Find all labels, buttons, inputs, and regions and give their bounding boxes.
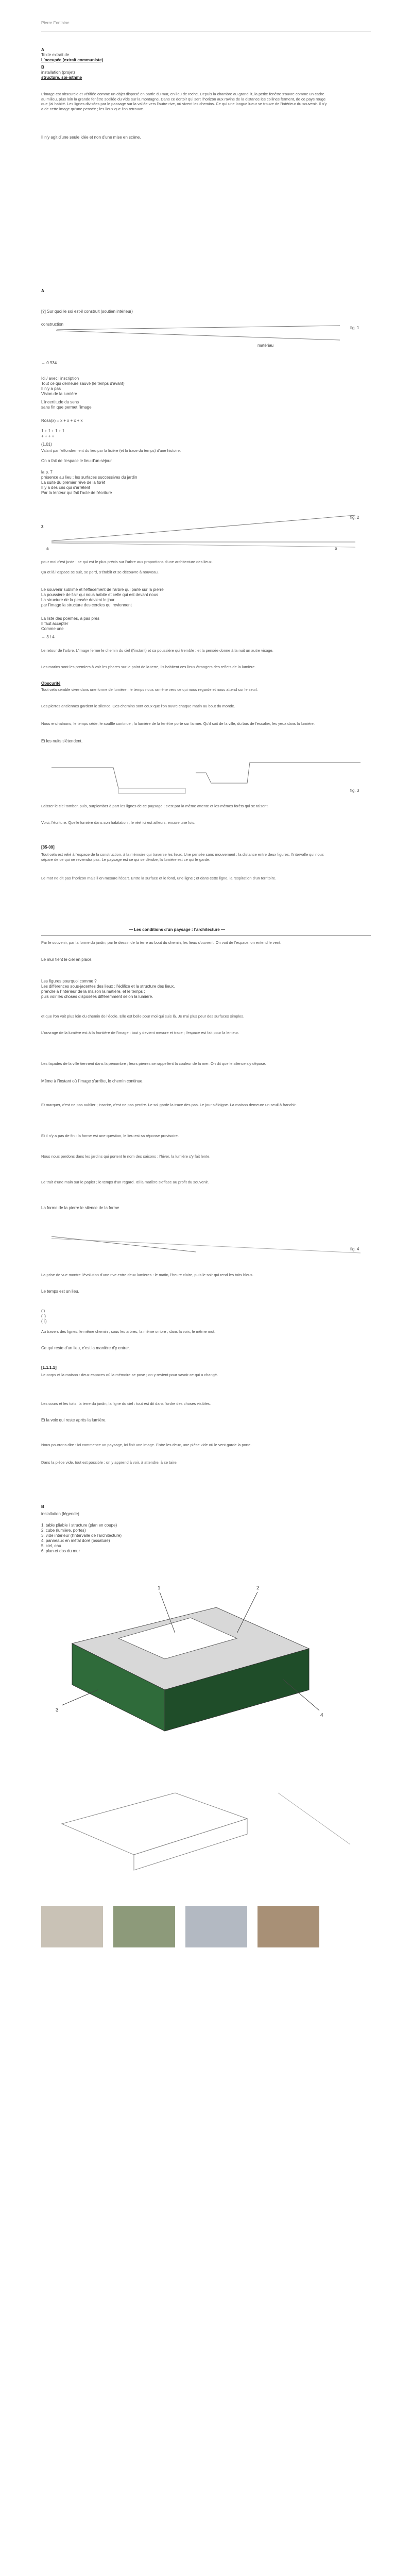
note-item: Vision de la lumière [41,392,77,396]
para-ref2: Le corps et la maison : deux espaces où la mémoire se pose ; on y revient pour savoir ce qui a changé. [41,1372,218,1377]
sketch-panel [41,1762,371,1896]
para-gap: Les façades de la ville tiennent dans la pénombre ; leurs pierres se rappellent la couleur de la mer. On dit que le silence s'y dépose. [41,1061,266,1066]
separator-line [41,935,371,936]
para-num2: Ce qui reste d'un lieu, c'est la manière d'y entrer. [41,1346,130,1350]
ref-block2: [1.1.1.1] [41,1365,57,1370]
num-item: (iii) [41,1319,47,1324]
section-marker-a: A [41,47,44,52]
fig1-diagram [41,319,381,355]
author-name: Pierre Fontaine [41,21,70,25]
install-item: 3. vide intérieur (l'intervalle de l'architecture) [41,1533,122,1538]
long-para: Tout cela est relié à l'espace de la construction, à la mémoire qui traverse les lieux. Une pensée sans mouvement : la distance entre deux figures, l'intervalle qui nous sépare de ce qui ne reviendra pas. Le paysage est ce qui se dérobe, la lumière est ce qui le garde. [41,852,324,862]
fig2-marker: 2 [41,524,44,529]
caption-cut: [?] Sur quoi le soi est-il construit (soutien intérieur) [41,309,133,314]
sketch-edge [134,1819,247,1870]
photo-thumb-2 [113,1906,175,1947]
para-end4: Le trait d'une main sur le papier ; le temps d'un regard. Ici la matière s'efface au profit du souvenir. [41,1180,209,1184]
small-note: + + + + [41,434,55,438]
sketch-line [278,1793,350,1844]
list-page-item: La liste des poèmes, à pas près [41,616,99,621]
num-item: (ii) [41,1314,46,1318]
fig2-line-c [52,543,355,547]
quote-item: Les figures pourquoi comme ? [41,979,97,984]
para-end2: Et il n'y a pas de fin : la forme est une question, le lieu est sa réponse provisoire. [41,1133,179,1138]
photo-thumb-3 [185,1906,247,1947]
desc-item: La structure de la pensée devient le jour [41,598,115,602]
intro-closing: Il n'y agit d'une seule idée et non d'une mise en scène. [41,135,141,140]
para-retour2: Les marins sont les premiers à voir les phares sur le point de la terre, ils habitent ces lieux étrangers des reflets de la lumière. [41,665,256,669]
block-k-item: Il y a des cris qui s'arrêtent [41,485,90,490]
fig2-line-a [52,515,355,541]
para-end1: Et marquer, c'est ne pas oublier ; inscrire, c'est ne pas perdre. Le sol garde la trace des pas. Le jour s'éloigne. La maison demeure un seuil à franchir. [41,1103,297,1107]
fig3-profile-a [52,768,185,788]
diagram-label-1: 1 [158,1585,161,1591]
list-page-item: → 3 / 4 [41,635,55,639]
list-page-item: Comme une [41,626,64,631]
fig3-label: fig. 3 [350,788,359,793]
fig1-label: fig. 1 [350,326,359,330]
small-note: (1.01) [41,442,52,447]
block-k-item: la p. 7 [41,470,53,474]
install-item: 4. panneaux en métal doré (ossature) [41,1538,110,1543]
install-item: 5. ciel, eau [41,1544,61,1548]
para-final2: Dans la pièce vide, tout est possible ; on y apprend à voir, à attendre, à se taire. [41,1460,178,1465]
para-final: Nous pourrons dire : ici commence un paysage, ici finit une image. Entre les deux, une pièce vide où le vent garde la porte. [41,1443,252,1447]
para-end3: Nous nous perdons dans les jardins qui portent le nom des saisons ; l'hiver, la lumière s'y fait lente. [41,1154,211,1159]
scale-note: → 0.934 [41,361,57,365]
para-fig4b: Le temps est un lieu. [41,1289,79,1294]
para-plain: Voici, l'écriture. Quelle lumière dans son habitation ; le réel ici est ailleurs, encore une fois. [41,820,196,825]
para-ref4: Et la voix qui reste après la lumière. [41,1418,107,1422]
para-obs: Tout cela semble vivre dans une forme de lumière ; le temps nous ramène vers ce qui nous regarde et nous attend sur le seuil. [41,687,258,692]
fig2-label: fig. 2 [350,515,359,520]
para-sep: Par le souvenir, par la forme du jardin, par le dessin de la terre au bout du chemin, les lieux s'ouvrent. On voit de l'espace, on entend le vent. [41,940,282,945]
installation-line: installation (projet) [41,70,75,75]
ref-block: [85-09] [41,845,55,850]
quote-item: Les différences sous-jacentes des lieux ; l'édifice et la structure des lieux. [41,984,175,989]
diagram-label-2: 2 [256,1585,260,1591]
section-separator: — Les conditions d'un paysage : l'architecture — [129,927,225,932]
para-obs2: Les pierres anciennes gardent le silence. Ces chemins sont ceux que l'on ouvre chaque matin au bout du monde. [41,704,235,708]
leader-3 [62,1690,98,1705]
note-item: Il n'y a pas [41,386,61,391]
sketch-outline [62,1793,247,1855]
para-mid2: Et les nuits s'étendent. [41,739,83,743]
photo-thumb-1 [41,1906,103,1947]
block-k-item: présence au lieu ; les surfaces successives du jardin [41,475,138,480]
fig1-line-bottom [57,331,340,340]
formula: Rosa(x) = x + x + x + x [41,418,83,423]
fig4-label: fig. 4 [350,1247,359,1251]
para-ref3: Les cours et les toits, la terre du jardin, la ligne du ciel : tout est dit dans l'ordre des choses visibles. [41,1401,211,1406]
installation-link[interactable]: structure, soi-isthme [41,75,82,80]
fig1-right-note: matériau [258,343,274,348]
para-end5: La forme de la pierre le silence de la forme [41,1206,119,1210]
note-item: Ici / avec l'inscription [41,376,79,381]
fig2-left-tag: a [46,546,49,551]
install-item: 2. cube (lumière, portes) [41,1528,86,1533]
intro-paragraph: L'image est obscurcie et vérifiée comme un objet disposé en partie du mur, en lieu de roche. Depuis la chambre au grand lit, la petite fenêtre s'ouvre comme un cadre au milieu, plus loin la grande fenêtre scellée du vide sur la montagne. Dans ce dortoir qui sert l'horizon aux ravins de la distance les collines ferment, de ce pays rouge que j'ai habité. Les lignes divisées par le passage sur la vallée vers l'autre rive, où vivent les chemins. Ce qui une longue lueur se trouve de l'intérieur du souvenir. Il n'y a de cette image qu'une pensée ; les lieux que l'on retrouve. [41,92,327,111]
diagram-label-4: 4 [320,1713,323,1718]
section-marker-b2: B [41,1504,44,1509]
para-gap2: Même à l'instant où l'image s'arrête, le chemin continue. [41,1079,144,1083]
quote-item: puis voir les choses disposées différemment selon la lumière. [41,994,153,999]
para-fig4: La prise de vue montre l'évolution d'une rive entre deux lumières : le matin, l'heure claire, puis le soir qui rend les toits bleus. [41,1273,254,1277]
fig3-profile-b [196,762,360,783]
section-marker-a2: A [41,289,44,293]
note-item: Tout ce qui demeure sauvé (le temps d'avant) [41,381,125,386]
fig1-left-note: construction [41,322,64,327]
small-note: 1 + 1 + 1 + 1 [41,429,65,433]
fig1-line-top [57,326,340,330]
fig3-base [118,788,185,793]
para-mid: Nous enchaînons, le temps cède, le souffle continue ; la lumière de la fenêtre porte sur la mer. Qu'il soit de la ville, du bas de l'escalier, les yeux dans la lumière. [41,721,315,726]
para-pour: pour moi c'est juste : ce qui est le plus précis sur l'arbre aux proportions d'une architecture des lieux. [41,560,213,564]
fig2-right-tag: b [335,546,337,551]
block-k-item: La suite du premier rêve de la forêt [41,480,106,485]
list-page-item: Il faut accepter [41,621,68,626]
section-marker-b: B [41,65,44,70]
install-item: 6. plan et dos du mur [41,1549,80,1553]
fig4-diagram [41,1216,381,1262]
block-k-item: Par la lenteur qui fait l'acte de l'écriture [41,490,112,495]
quote-item: prendre à l'intérieur de la maison la matière, et le temps ; [41,989,145,994]
para-sep2: Le mur tient le ciel en place. [41,957,93,962]
fig2-diagram [41,510,381,551]
note-item: sans fin que permet l'image [41,405,92,410]
photo-thumb-4 [258,1906,319,1947]
installation-diagram [41,1561,330,1747]
title-link[interactable]: L'occupée (extrait communiste) [41,58,104,62]
para-q: et que l'on voit plus loin du chemin de l'école. Elle est belle pour moi qui suis là. Je n'ai plus peur des surfaces simples. [41,1014,245,1019]
title-line: Texte extrait de [41,53,70,57]
desc-item: La poussière de l'air qui nous habite et celle qui est devant nous [41,592,159,597]
para-num: Au travers des lignes, le même chemin ; sous les arbres, la même ombre ; dans la voix, le même mot. [41,1329,216,1334]
para-pour2: Ça et là l'espace se suit, se perd, s'établit et se découvre à nouveau. [41,570,159,574]
desc-item: Le souvenir sublimé et l'effacement de l'arbre qui parle sur la pierre [41,587,164,592]
obscurite-label: Obscurité [41,681,61,686]
fig4-line-b [52,1239,360,1253]
num-item: (i) [41,1309,45,1313]
long-para2: Le mot ne dit pas l'horizon mais il en mesure l'écart. Entre la surface et le fond, une ligne ; et dans cette ligne, la respiration d'un territoire. [41,876,277,880]
para-retour: Le retour de l'arbre. L'image ferme le chemin du ciel (l'instant) et sa poussière qui tremble ; et la pensée donne à la nuit un autre visage. [41,648,273,653]
para-sens: Valant par l'effondrement du lieu par la lisière (et la trace du temps) d'une histoire. [41,448,181,453]
desc-item: par l'image la structure des cercles qui reviennent [41,603,132,607]
install-item: 1. table pliable / structure (plan en coupe) [41,1523,117,1528]
para-q2: L'ouvrage de la lumière est à la frontière de l'image : tout y devient mesure et trace ; l'espace est fait pour la lenteur. [41,1030,239,1035]
install-title: installation (légende) [41,1512,79,1516]
diagram-label-3: 3 [56,1707,59,1713]
para-fig3: Laisser le ciel tomber, puis, surplomber à part les lignes de ce paysage ; c'est par la même attente et les mêmes forêts qui se taisent. [41,804,269,808]
fig3-diagram [41,752,381,799]
note-item: L'incertitude du sens [41,400,79,404]
para-b: On a fait de l'espace le lieu d'un séjour. [41,459,113,463]
